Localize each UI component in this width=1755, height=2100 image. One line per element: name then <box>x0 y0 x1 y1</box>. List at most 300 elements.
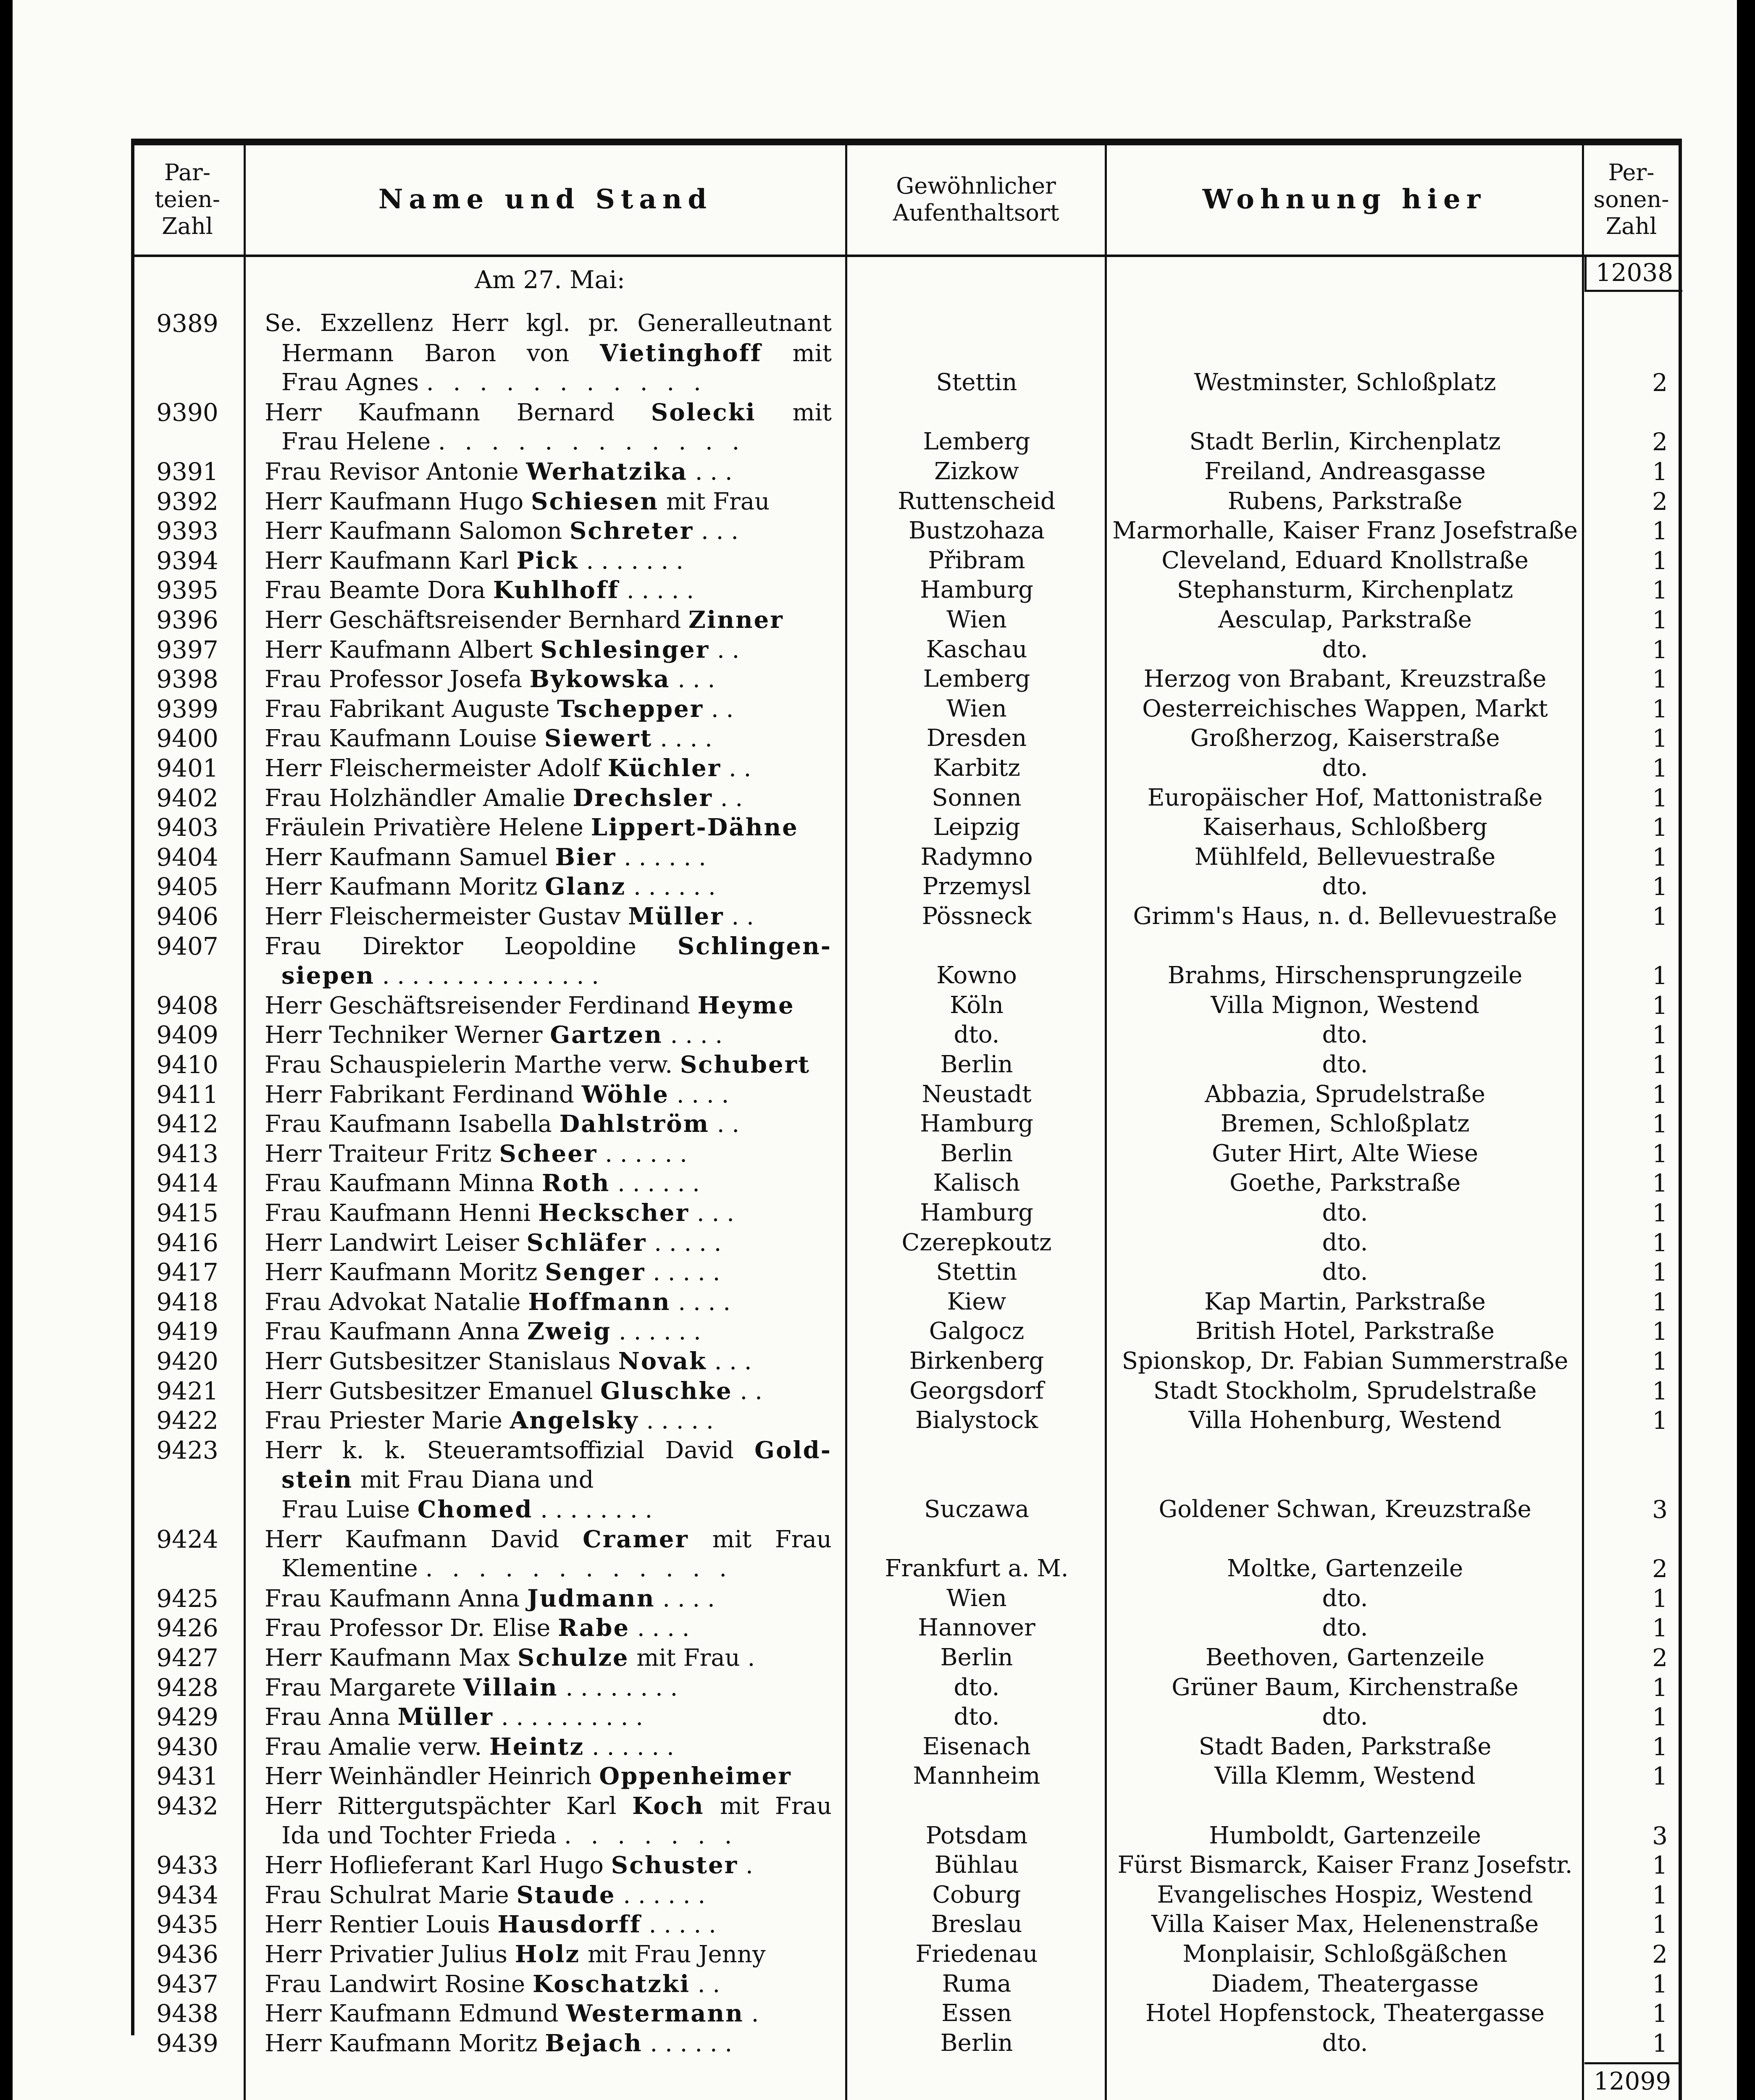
local-address: dto. <box>1322 2029 1368 2057</box>
surname: Hausdorff <box>497 1911 641 1939</box>
carried-over-total: 12038 <box>1584 255 1682 292</box>
person-count: 2 <box>1652 487 1668 516</box>
party-number: 9406 <box>156 902 218 931</box>
home-town: Ruma <box>942 1970 1011 1998</box>
party-number: 9438 <box>156 1999 218 2028</box>
party-number: 9422 <box>156 1406 218 1435</box>
header-bottom-rule <box>131 255 1682 257</box>
surname: Glanz <box>545 873 626 901</box>
home-town: Galgocz <box>929 1318 1025 1345</box>
surname: Gluschke <box>600 1377 733 1405</box>
person-count: 1 <box>1652 1287 1668 1316</box>
person-count: 2 <box>1652 1554 1668 1583</box>
person-count: 1 <box>1652 813 1668 842</box>
local-address: Villa Mignon, Westend <box>1211 991 1479 1019</box>
person-count: 1 <box>1652 1139 1668 1168</box>
local-address: Aesculap, Parkstraße <box>1218 606 1472 633</box>
party-number: 9400 <box>156 724 218 753</box>
guest-name-line: Frau Margarete Villain . . . . . . . . <box>265 1673 678 1701</box>
person-count: 1 <box>1652 902 1668 931</box>
surname: Schiesen <box>531 487 659 515</box>
local-address: Spionskop, Dr. Fabian Summerstraße <box>1122 1347 1568 1375</box>
party-number: 9419 <box>156 1317 218 1346</box>
local-address: Herzog von Brabant, Kreuzstraße <box>1143 665 1547 693</box>
person-count: 1 <box>1652 1228 1668 1257</box>
party-number: 9435 <box>156 1910 218 1939</box>
surname: Siewert <box>544 724 653 753</box>
local-address: Diadem, Theatergasse <box>1211 1970 1479 1998</box>
person-count: 1 <box>1652 1376 1668 1405</box>
guest-name-line: Herr Kaufmann Albert Schlesinger . . <box>265 635 740 664</box>
guest-name-line: Herr Kaufmann Moritz Bejach . . . . . . <box>265 2029 733 2057</box>
local-address: Fürst Bismarck, Kaiser Franz Josefstr. <box>1117 1851 1573 1879</box>
home-town: Zizkow <box>934 458 1019 485</box>
guest-name-line: Frau Luise Chomed . . . . . . . . <box>281 1495 653 1523</box>
surname: Schubert <box>680 1051 810 1079</box>
party-number: 9393 <box>156 517 218 546</box>
person-count: 1 <box>1652 1050 1668 1079</box>
party-number: 9412 <box>156 1110 218 1139</box>
home-town: Kiew <box>947 1288 1006 1315</box>
person-count: 2 <box>1652 1643 1668 1672</box>
party-number: 9420 <box>156 1347 218 1376</box>
guest-name-line: Frau Fabrikant Auguste Tschepper . . <box>265 695 734 723</box>
local-address: Mühlfeld, Bellevuestraße <box>1194 843 1496 871</box>
party-number: 9392 <box>156 487 218 516</box>
local-address: Cleveland, Eduard Knollstraße <box>1161 546 1529 574</box>
guest-name-line: Herr Fleischermeister Gustav Müller . . <box>265 903 754 930</box>
home-town: Przemysl <box>922 873 1031 900</box>
party-number: 9403 <box>156 813 218 842</box>
local-address: Goethe, Parkstraße <box>1229 1169 1461 1197</box>
home-town: Hamburg <box>920 1199 1033 1226</box>
person-count: 1 <box>1652 694 1668 723</box>
person-count: 1 <box>1652 457 1668 486</box>
surname: Chomed <box>417 1495 533 1523</box>
page <box>13 0 1737 2100</box>
guest-name-line: Herr Landwirt Leiser Schläfer . . . . . <box>265 1228 722 1257</box>
person-count: 1 <box>1652 1406 1668 1435</box>
surname: Werhatzika <box>526 458 688 486</box>
surname: Villain <box>463 1673 558 1701</box>
home-town: dto. <box>954 1021 1000 1049</box>
home-town: Bustzohaza <box>908 517 1045 545</box>
local-address: dto. <box>1322 1258 1368 1286</box>
guest-name-line: Herr Traiteur Fritz Scheer . . . . . . <box>265 1139 687 1168</box>
home-town: Essen <box>941 2000 1012 2027</box>
home-town: Pössneck <box>922 903 1032 930</box>
home-town: Karbitz <box>933 754 1020 782</box>
person-count: 1 <box>1652 843 1668 872</box>
home-town: Hamburg <box>920 576 1033 604</box>
person-count: 1 <box>1652 1880 1668 1909</box>
person-count: 3 <box>1652 1495 1668 1524</box>
surname: Vietinghoff <box>600 339 762 367</box>
surname: Schlingen- <box>677 932 832 960</box>
local-address: dto. <box>1322 1703 1368 1731</box>
home-town: Berlin <box>940 1051 1013 1078</box>
person-count: 1 <box>1652 1910 1668 1939</box>
home-town: dto. <box>954 1703 1000 1731</box>
person-count: 1 <box>1652 517 1668 546</box>
home-town: Sonnen <box>932 784 1022 811</box>
local-address: Oesterreichisches Wappen, Markt <box>1142 695 1548 722</box>
local-address: Hotel Hopfenstock, Theatergasse <box>1145 2000 1545 2027</box>
party-number: 9430 <box>156 1732 218 1761</box>
surname: Oppenheimer <box>599 1762 792 1790</box>
person-count: 1 <box>1652 1199 1668 1227</box>
local-address: Brahms, Hirschensprungzeile <box>1167 962 1523 990</box>
guest-name-line: Herr Kaufmann Salomon Schreter . . . <box>265 517 739 545</box>
guest-name-line: Frau Priester Marie Angelsky . . . . . <box>265 1407 714 1435</box>
home-town: Georgsdorf <box>909 1377 1044 1404</box>
party-number: 9407 <box>156 932 218 961</box>
person-count: 1 <box>1652 1999 1668 2028</box>
party-number: 9409 <box>156 1021 218 1050</box>
guest-name-line: Herr Hoflieferant Karl Hugo Schuster . <box>265 1851 753 1880</box>
local-address: Grüner Baum, Kirchenstraße <box>1172 1673 1519 1701</box>
party-number: 9405 <box>156 872 218 901</box>
party-number: 9396 <box>156 606 218 634</box>
home-town: Radymno <box>920 843 1033 871</box>
home-town: Leipzig <box>933 814 1020 841</box>
local-address: Westminster, Schloßplatz <box>1194 369 1496 396</box>
guest-name-line: Klementine . . . . . . . . . . . . <box>281 1555 733 1583</box>
local-address: Stadt Berlin, Kirchenplatz <box>1189 428 1501 456</box>
local-address: Villa Kaiser Max, Helenenstraße <box>1151 1911 1539 1938</box>
person-count: 2 <box>1652 428 1668 457</box>
local-address: Freiland, Andreasgasse <box>1204 458 1486 485</box>
local-address: Bremen, Schloßplatz <box>1220 1110 1470 1138</box>
surname: Tschepper <box>557 695 704 723</box>
party-number: 9415 <box>156 1199 218 1227</box>
guest-name-line: Herr Gutsbesitzer Emanuel Gluschke . . <box>265 1377 762 1405</box>
party-number: 9431 <box>156 1762 218 1791</box>
header-parteien-zahl: Par- teien- Zahl <box>155 159 220 239</box>
person-count: 1 <box>1652 1080 1668 1109</box>
surname: Heyme <box>697 991 795 1019</box>
person-count: 1 <box>1652 724 1668 753</box>
person-count: 2 <box>1652 1940 1668 1969</box>
local-address: Grimm's Haus, n. d. Bellevuestraße <box>1133 903 1557 930</box>
local-address: Humboldt, Gartenzeile <box>1209 1822 1481 1849</box>
guest-name-line: Herr Kaufmann Moritz Senger . . . . . <box>265 1258 720 1286</box>
surname: Koschatzki <box>532 1970 690 1998</box>
local-address: dto. <box>1322 1228 1368 1256</box>
local-address: Abbazia, Sprudelstraße <box>1205 1080 1485 1108</box>
person-count: 2 <box>1652 368 1668 397</box>
guest-name-line: Herr Kaufmann Edmund Westermann . <box>265 2000 759 2028</box>
home-town: dto. <box>954 1673 1000 1701</box>
person-count: 1 <box>1652 754 1668 782</box>
person-count: 1 <box>1652 1969 1668 1998</box>
guest-name-line: Herr Kaufmann Hugo Schiesen mit Frau <box>265 487 770 515</box>
party-number: 9436 <box>156 1940 218 1969</box>
person-count: 1 <box>1652 665 1668 694</box>
home-town: Potsdam <box>925 1822 1028 1849</box>
party-number: 9428 <box>156 1673 218 1702</box>
party-number: 9404 <box>156 843 218 872</box>
guest-name-line: Herr Kaufmann Karl Pick . . . . . . . <box>265 546 683 575</box>
party-number: 9402 <box>156 783 218 812</box>
header-name-und-stand: Name und Stand <box>378 184 713 215</box>
surname: Schreter <box>569 517 694 545</box>
guest-name-line: Herr Kaufmann Samuel Bier . . . . . . <box>265 843 706 871</box>
header-top-rule <box>131 139 1682 145</box>
person-count: 1 <box>1652 961 1668 990</box>
guest-name-line: Herr Privatier Julius Holz mit Frau Jenny <box>265 1940 766 1968</box>
surname: Wöhle <box>581 1080 669 1108</box>
surname: Dahlström <box>559 1110 709 1138</box>
home-town: Lemberg <box>923 428 1030 456</box>
party-number: 9411 <box>156 1080 218 1109</box>
guest-name-line: Herr Rentier Louis Hausdorff . . . . . <box>265 1911 716 1939</box>
party-number: 9421 <box>156 1376 218 1405</box>
guest-name-line: Frau Kaufmann Isabella Dahlström . . <box>265 1110 740 1138</box>
local-address: Rubens, Parkstraße <box>1227 487 1463 515</box>
surname: Zweig <box>527 1318 612 1346</box>
guest-name-line: Frau Professor Josefa Bykowska . . . <box>265 665 715 693</box>
local-address: Europäischer Hof, Mattonistraße <box>1147 784 1543 811</box>
surname: Schuster <box>611 1851 738 1880</box>
surname: siepen <box>281 962 375 990</box>
guest-name-line: Frau Revisor Antonie Werhatzika . . . <box>265 458 733 486</box>
surname: Schlesinger <box>540 635 710 664</box>
party-number: 9398 <box>156 665 218 694</box>
surname: Küchler <box>607 754 722 782</box>
person-count: 1 <box>1652 783 1668 812</box>
person-count: 3 <box>1652 1821 1668 1850</box>
surname: Pick <box>516 546 579 575</box>
home-town: Suczawa <box>924 1495 1029 1523</box>
person-count: 1 <box>1652 546 1668 575</box>
person-count: 1 <box>1652 635 1668 664</box>
guest-name-line: Frau Professor Dr. Elise Rabe . . . . <box>265 1614 690 1642</box>
guest-name-line: Ida und Tochter Frieda . . . . . . . <box>281 1822 738 1849</box>
home-town: Birkenberg <box>909 1347 1044 1375</box>
surname: Holz <box>515 1940 581 1968</box>
surname: Koch <box>632 1792 704 1820</box>
person-count: 1 <box>1652 1317 1668 1346</box>
local-address: dto. <box>1322 754 1368 782</box>
surname: Scheer <box>499 1139 598 1168</box>
party-number: 9414 <box>156 1169 218 1198</box>
guest-name-line: Herr Kaufmann Max Schulze mit Frau . <box>265 1644 755 1672</box>
local-address: dto. <box>1322 1021 1368 1049</box>
person-count: 1 <box>1652 872 1668 901</box>
surname: Angelsky <box>510 1407 639 1435</box>
party-number: 9395 <box>156 576 218 605</box>
local-address: Kap Martin, Parkstraße <box>1204 1288 1486 1315</box>
party-number: 9391 <box>156 457 218 486</box>
party-number: 9394 <box>156 546 218 575</box>
home-town: Lemberg <box>923 665 1030 693</box>
surname: Westermann <box>566 2000 744 2028</box>
home-town: Frankfurt a. M. <box>885 1555 1069 1583</box>
person-count: 1 <box>1652 2029 1668 2058</box>
person-count: 1 <box>1652 606 1668 634</box>
surname: Bykowska <box>529 665 670 693</box>
person-count: 1 <box>1652 1584 1668 1613</box>
local-address: Villa Klemm, Westend <box>1214 1762 1476 1790</box>
local-address: Beethoven, Gartenzeile <box>1205 1644 1485 1671</box>
party-number: 9410 <box>156 1050 218 1079</box>
home-town: Czerepkoutz <box>901 1228 1052 1256</box>
party-number: 9432 <box>156 1792 218 1820</box>
guest-name-line: Herr Techniker Werner Gartzen . . . . <box>265 1021 723 1049</box>
guest-name-line: Frau Agnes . . . . . . . . . . . <box>281 369 707 396</box>
party-number: 9437 <box>156 1969 218 1998</box>
home-town: Wien <box>946 606 1007 633</box>
column-divider <box>244 145 246 2100</box>
guest-name-line: Frau Amalie verw. Heintz . . . . . . <box>265 1732 674 1761</box>
person-count: 1 <box>1652 1110 1668 1139</box>
surname: stein <box>281 1466 353 1494</box>
local-address: Monplaisir, Schloßgäßchen <box>1182 1940 1508 1968</box>
surname: Gartzen <box>550 1021 663 1049</box>
surname: Rabe <box>558 1614 630 1642</box>
home-town: Berlin <box>940 1644 1013 1671</box>
local-address: dto. <box>1322 1584 1368 1612</box>
home-town: Kalisch <box>933 1169 1020 1197</box>
surname: Hoffmann <box>528 1288 671 1316</box>
party-number: 9433 <box>156 1851 218 1880</box>
home-town: Kowno <box>936 962 1017 990</box>
party-number: 9413 <box>156 1139 218 1168</box>
surname: Schläfer <box>526 1228 647 1257</box>
party-number: 9390 <box>156 398 218 427</box>
guest-name-line: Frau Direktor Leopoldine Schlingen- <box>265 932 832 960</box>
person-count: 1 <box>1652 1703 1668 1732</box>
surname: Novak <box>618 1347 707 1375</box>
local-address: dto. <box>1322 635 1368 663</box>
local-address: Stephansturm, Kirchenplatz <box>1177 576 1513 604</box>
guest-name-line: Frau Landwirt Rosine Koschatzki . . <box>265 1970 720 1998</box>
party-number: 9434 <box>156 1880 218 1909</box>
surname: Solecki <box>651 398 756 426</box>
page-total: 12099 <box>1593 2067 1671 2095</box>
person-count: 1 <box>1652 576 1668 605</box>
guest-name-line: Frau Holzhändler Amalie Drechsler . . <box>265 784 743 812</box>
surname: Schulze <box>517 1644 629 1672</box>
local-address: dto. <box>1322 1051 1368 1078</box>
home-town: Stettin <box>936 369 1017 396</box>
date-heading: Am 27. Mai: <box>475 265 625 294</box>
surname: Cramer <box>583 1525 689 1553</box>
surname: Gold- <box>754 1436 832 1464</box>
party-number: 9397 <box>156 635 218 664</box>
guest-name-line: Herr k. k. Steueramtsoffizial David Gold- <box>265 1436 832 1464</box>
party-number: 9401 <box>156 754 218 782</box>
guest-name-line: Frau Helene . . . . . . . . . . . . <box>281 428 746 456</box>
guest-name-line: siepen . . . . . . . . . . . . . . . <box>281 962 599 990</box>
table-right-border <box>1679 145 1682 2100</box>
guest-name-line: Frau Schulrat Marie Staude . . . . . . <box>265 1881 706 1909</box>
local-address: Evangelisches Hospiz, Westend <box>1157 1881 1533 1908</box>
column-divider <box>1582 145 1584 2100</box>
person-count: 1 <box>1652 1169 1668 1198</box>
home-town: Eisenach <box>922 1732 1031 1760</box>
surname: Heckscher <box>538 1199 690 1227</box>
home-town: Dresden <box>926 724 1027 752</box>
home-town: Kaschau <box>926 635 1027 663</box>
home-town: Berlin <box>940 1139 1013 1167</box>
surname: Senger <box>545 1258 646 1286</box>
guest-name-line: Herr Fleischermeister Adolf Küchler . . <box>265 754 751 782</box>
guest-name-line: Herr Kaufmann David Cramer mit Frau <box>265 1525 832 1553</box>
surname: Staude <box>516 1881 616 1909</box>
home-town: Přibram <box>928 546 1025 574</box>
person-count: 1 <box>1652 1347 1668 1376</box>
local-address: dto. <box>1322 1614 1368 1642</box>
party-number: 9408 <box>156 991 218 1020</box>
guest-name-line: Herr Geschäftsreisender Ferdinand Heyme <box>265 991 795 1019</box>
local-address: Großherzog, Kaiserstraße <box>1190 724 1500 752</box>
home-town: Hamburg <box>920 1110 1033 1138</box>
home-town: Stettin <box>936 1258 1017 1286</box>
guest-name-line: Frau Anna Müller . . . . . . . . . . <box>265 1703 644 1731</box>
home-town: Bialystock <box>915 1407 1038 1434</box>
party-number: 9416 <box>156 1228 218 1257</box>
guest-name-line: Frau Kaufmann Minna Roth . . . . . . <box>265 1169 700 1197</box>
home-town: Köln <box>949 991 1004 1019</box>
home-town: Ruttenscheid <box>898 487 1056 515</box>
guest-name-line: Herr Rittergutspächter Karl Koch mit Frau <box>265 1792 832 1820</box>
party-number: 9418 <box>156 1287 218 1316</box>
total-rule <box>1584 2062 1682 2064</box>
local-address: British Hotel, Parkstraße <box>1195 1318 1495 1345</box>
guest-name-line: Frau Advokat Natalie Hoffmann . . . . <box>265 1288 731 1316</box>
home-town: Neustadt <box>922 1080 1032 1108</box>
person-count: 1 <box>1652 1732 1668 1761</box>
home-town: Friedenau <box>915 1940 1038 1968</box>
person-count: 1 <box>1652 1762 1668 1791</box>
party-number: 9439 <box>156 2029 218 2058</box>
guest-name-line: Herr Geschäftsreisender Bernhard Zinner <box>265 606 784 634</box>
guest-name-line: Fräulein Privatière Helene Lippert-Dähne <box>265 814 799 842</box>
surname: Heintz <box>489 1732 585 1761</box>
local-address: Guter Hirt, Alte Wiese <box>1212 1139 1478 1167</box>
home-town: Bühlau <box>934 1851 1019 1879</box>
local-address: Kaiserhaus, Schloßberg <box>1202 814 1488 841</box>
person-count: 1 <box>1652 1673 1668 1702</box>
home-town: Hannover <box>918 1614 1035 1642</box>
home-town: Mannheim <box>913 1762 1040 1790</box>
guest-name-line: Herr Kaufmann Moritz Glanz . . . . . . <box>265 873 716 901</box>
local-address: Villa Hohenburg, Westend <box>1188 1407 1502 1434</box>
local-address: dto. <box>1322 1199 1368 1226</box>
person-count: 1 <box>1652 1258 1668 1287</box>
guest-name-line: Frau Kaufmann Anna Zweig . . . . . . <box>265 1318 701 1346</box>
column-divider <box>1105 145 1107 2100</box>
surname: Müller <box>628 903 724 930</box>
party-number: 9425 <box>156 1584 218 1613</box>
party-number: 9399 <box>156 694 218 723</box>
party-number: 9427 <box>156 1643 218 1672</box>
home-town: Breslau <box>931 1911 1022 1938</box>
guest-name-line: Frau Kaufmann Louise Siewert . . . . <box>265 724 712 753</box>
surname: Judmann <box>527 1584 655 1612</box>
guest-name-line: Herr Weinhändler Heinrich Oppenheimer <box>265 1762 792 1790</box>
surname: Zinner <box>688 606 784 634</box>
local-address: Moltke, Gartenzeile <box>1227 1555 1463 1583</box>
local-address: dto. <box>1322 873 1368 900</box>
party-number: 9426 <box>156 1614 218 1643</box>
party-number: 9429 <box>156 1703 218 1732</box>
person-count: 1 <box>1652 991 1668 1020</box>
guest-name-line: Frau Schauspielerin Marthe verw. Schubert <box>265 1051 810 1079</box>
guest-name-line: Herr Kaufmann Bernard Solecki mit <box>265 398 832 426</box>
